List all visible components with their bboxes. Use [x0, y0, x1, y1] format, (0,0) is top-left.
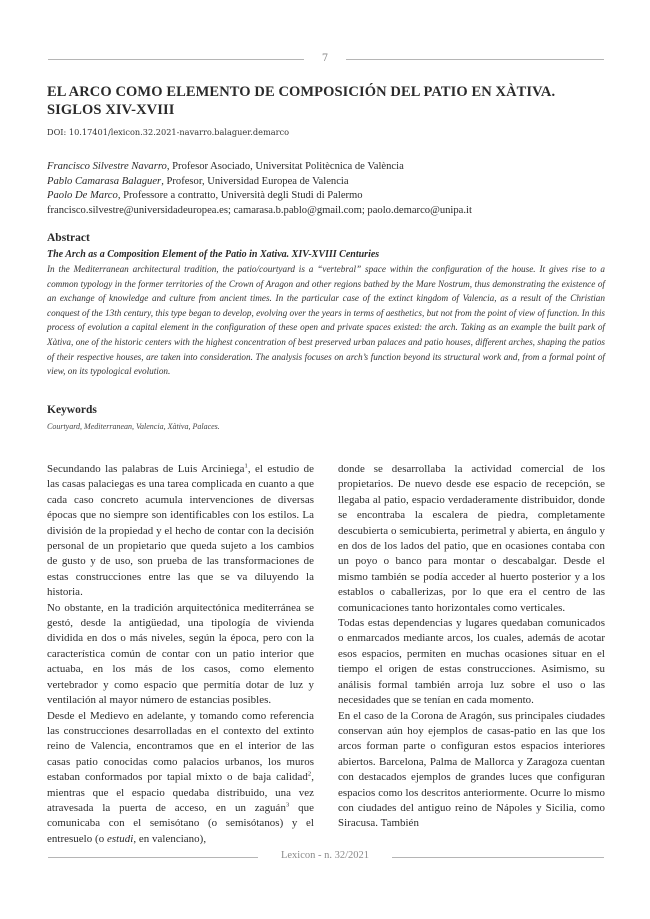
- text-run: , mientras que el espacio quedaba distribuido, una vez atravesada la puerta de acceso, en un zaguán: [47, 771, 314, 814]
- title-line-2: SIGLOS XIV-XVIII: [47, 102, 175, 118]
- body-paragraph: [47, 462, 314, 601]
- keywords-heading: Keywords: [47, 404, 97, 416]
- body-paragraph: En el caso de la Corona de Aragón, sus principales ciudades conservan aún hoy ejemplos de casas-patio en las que los arcos forman parte o configuran estos espacios interiores abiertos. Barcelona, Palma de Mallorca y Zaragoza cuentan con destacados ejemplos de grandes luces que configuran espacios como los descritos anteriormente. Ocurre lo mismo con ciudades del antiguo reino de Nápoles y Sicilia, como Siracusa. También: [338, 709, 605, 830]
- author-name: Pablo Camarasa Balaguer: [47, 175, 162, 187]
- text-run: Secundando las palabras de Luis Arciniega: [47, 463, 245, 475]
- text-run: que comunicaba con el semisótano (o semisótanos) y el entresuelo (o: [47, 801, 314, 845]
- body-column-left: [47, 462, 314, 847]
- author-affiliation: , Profesor Asociado, Universitat Politècnica de València: [166, 161, 404, 172]
- footer-rule-right: [392, 857, 604, 858]
- body-paragraph: No obstante, en la tradición arquitectónica mediterránea se gestó, desde la antigüedad, una tipología de vivienda dividida en dos o más niveles, según la época, pero con la característica común de contar con un patio interior que actuaba, en los más de los casos, como elemento vertebrador y como espacio que permitía dotar de luz y ventilación al mayor número de estancias posibles.: [47, 601, 314, 707]
- abstract-subtitle: The Arch as a Composition Element of the Patio in Xativa. XIV-XVIII Centuries: [47, 249, 380, 260]
- footer-journal: Lexicon - n. 32/2021: [280, 850, 370, 861]
- abstract-heading: Abstract: [47, 232, 90, 244]
- author-name: Francisco Silvestre Navarro: [47, 161, 167, 172]
- text-run: , en valenciano),: [133, 832, 207, 845]
- body-paragraph: Todas estas dependencias y lugares quedaban comunicados o enmarcados mediante arcos, los cuales, además de acotar esos espacios, permiten en muchas ocasiones situar en el tiempo el origen de estas construcciones. Asimismo, su análisis formal también arroja luz sobre el uso o las necesidades que se tenían en cada momento.: [338, 617, 605, 707]
- text-run: Desde el Medievo en adelante, y tomando como referencia las construcciones desarrolladas en el contexto del extinto reino de Valencia, encontramos que en el interior de las casas patio conocidas como palacios urbanos, los muros estaban conformados por tapial mixto o de baja calidad: [47, 709, 314, 784]
- author-line: [47, 160, 607, 175]
- author-block: [47, 160, 607, 218]
- body-paragraph: donde se desarrollaba la actividad comercial de los propietarios. De nuevo desde ese espacio de recepción, se llegaba al patio, espacio verdaderamente distribuidor, donde se encontraba la escalera de piedra, completamente descubierta o semicubierta, perimetral y abierta, en ángulo y en dos de los lados del patio, que en ocasiones contaba con un poyo o banco para montar o descabalgar. Desde el mismo también se podía acceder al huerto posterior y a los establos o caballerizas, por lo que era el centro de las comunicaciones tanto horizontales como verticales.: [338, 463, 605, 614]
- author-emails: francisco.silvestre@universidadeuropea.es; camarasa.b.pablo@gmail.com; paolo.demarco@unipa.it: [47, 204, 472, 216]
- abstract-text: In the Mediterranean architectural tradition, the patio/courtyard is a “vertebral” space within the configuration of the house. It gives rise to a common typology in the former territories of the Crown of Aragon and other regions bathed by the Mare Nostrum, thus demonstrating the existence of an exchange of knowledge and culture from ancient times. In the particular case of the extinct kingdom of Valencia, as a result of the Christian conquest of the 13th century, this type began to develop, evolving over the years in terms of aesthetics, but not from the point of view of function. In this process of evolution a capital element in the configuration of these open and private spaces existed: the arch. Taking as an example the built park of Xàtiva, one of the historic centers with the highest concentration of best preserved urban palaces and patio houses, different arches, shaping the patios of their respective houses, are taken into consideration. The analysis focuses on arch’s function beyond its structural work and, from a formal point of view, on its typological evolution.: [47, 264, 605, 377]
- footnote-ref: 1: [244, 462, 248, 470]
- body-column-right: [338, 462, 605, 832]
- doi: DOI: 10.17401/lexicon.32.2021-navarro.balaguer.demarco: [47, 127, 290, 137]
- text-run-italic: estudi: [106, 832, 134, 845]
- text-run: , el estudio de las casas palaciegas es una tarea complicada en cuanto a que cada caso concreto acumula intervenciones de diversas épocas que no siempre son identificables con los estilos. La división de la propiedad y el hecho de contar con la decisión personal de un propietario que queda sujeto a los cambios de gusto y de uso, son prueba de las transformaciones de estas construcciones entre las que se va diluyendo la historia.: [47, 463, 314, 599]
- title-line-1: EL ARCO COMO ELEMENTO DE COMPOSICIÓN DEL PATIO EN XÀTIVA.: [47, 84, 556, 100]
- keywords-text: Courtyard, Mediterranean, Valencia, Xàtiva, Palaces.: [47, 422, 220, 431]
- article-title: [47, 83, 607, 119]
- author-line: [47, 189, 607, 204]
- footnote-ref: 2: [307, 770, 312, 778]
- author-affiliation: , Professore a contratto, Università degli Studi di Palermo: [117, 190, 363, 201]
- author-line: [47, 175, 607, 190]
- body-paragraph: [47, 709, 314, 848]
- header-rule-right: [346, 59, 604, 60]
- page-number: 7: [321, 53, 329, 64]
- author-affiliation: , Profesor, Universidad Europea de Valencia: [161, 175, 349, 187]
- footnote-ref: 3: [285, 801, 290, 809]
- author-name: Paolo De Marco: [47, 190, 118, 201]
